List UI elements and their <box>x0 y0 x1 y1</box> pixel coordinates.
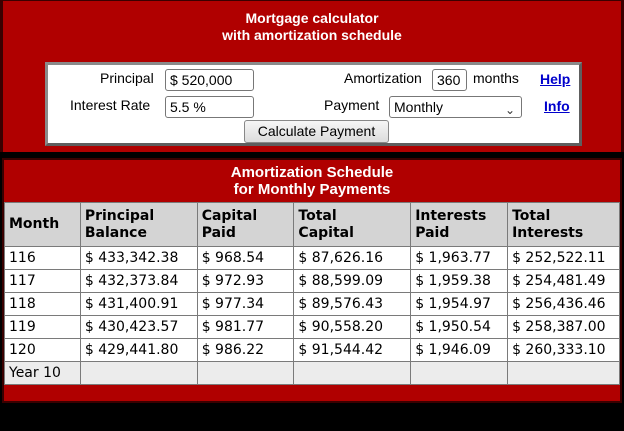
amortization-table <box>4 202 620 385</box>
schedule-title-line-1: Amortization Schedule <box>230 164 394 181</box>
principal-input[interactable] <box>165 69 254 91</box>
months-label: months <box>473 70 519 86</box>
cell-month: 118 <box>5 293 81 316</box>
cell-principal-balance: $ 431,400.91 <box>80 293 197 316</box>
title-line-1: Mortgage calculator <box>245 10 379 26</box>
schedule-title <box>4 164 620 198</box>
cell-principal-balance: $ 429,441.80 <box>80 339 197 362</box>
interest-rate-input[interactable] <box>165 96 254 118</box>
cell-capital-paid: $ 986.22 <box>197 339 294 362</box>
amortization-input[interactable] <box>432 69 467 91</box>
calculator-title <box>3 10 621 44</box>
year-summary-row <box>5 362 620 385</box>
table-row <box>5 316 620 339</box>
cell-total-capital: $ 88,599.09 <box>294 270 411 293</box>
info-link[interactable]: Info <box>544 98 570 114</box>
cell-total-interests: $ 252,522.11 <box>508 247 620 270</box>
cell-total-interests: $ 254,481.49 <box>508 270 620 293</box>
table-row <box>5 339 620 362</box>
chevron-down-icon: ⌄ <box>504 103 515 117</box>
cell-interests-paid: $ 1,959.38 <box>411 270 508 293</box>
cell-principal-balance: $ 430,423.57 <box>80 316 197 339</box>
interest-rate-label: Interest Rate <box>70 97 151 113</box>
cell-capital-paid: $ 981.77 <box>197 316 294 339</box>
column-header-total-interests: Total Interests <box>508 203 620 247</box>
principal-label: Principal <box>100 70 154 86</box>
table-row <box>5 293 620 316</box>
cell-capital-paid: $ 972.93 <box>197 270 294 293</box>
year-label: Year 10 <box>5 362 81 385</box>
cell-total-interests: $ 256,436.46 <box>508 293 620 316</box>
cell-month: 120 <box>5 339 81 362</box>
help-link[interactable]: Help <box>540 71 571 87</box>
cell-month: 119 <box>5 316 81 339</box>
schedule-title-line-2: for Monthly Payments <box>233 181 391 198</box>
calculator-form <box>45 62 582 146</box>
cell-interests-paid: $ 1,963.77 <box>411 247 508 270</box>
calculate-payment-button[interactable]: Calculate Payment <box>244 120 389 143</box>
empty-cell <box>294 362 411 385</box>
cell-month: 117 <box>5 270 81 293</box>
cell-total-capital: $ 91,544.42 <box>294 339 411 362</box>
empty-cell <box>411 362 508 385</box>
amortization-schedule-panel <box>2 158 622 403</box>
column-header-total-capital: Total Capital <box>294 203 411 247</box>
cell-total-capital: $ 89,576.43 <box>294 293 411 316</box>
payment-select[interactable] <box>389 96 522 118</box>
column-header-interests-paid: Interests Paid <box>411 203 508 247</box>
cell-total-interests: $ 258,387.00 <box>508 316 620 339</box>
cell-interests-paid: $ 1,954.97 <box>411 293 508 316</box>
cell-total-capital: $ 87,626.16 <box>294 247 411 270</box>
empty-cell <box>197 362 294 385</box>
payment-select-value: Monthly <box>394 99 444 115</box>
cell-total-capital: $ 90,558.20 <box>294 316 411 339</box>
cell-capital-paid: $ 968.54 <box>197 247 294 270</box>
amortization-label: Amortization <box>344 70 422 86</box>
title-line-2: with amortization schedule <box>222 27 402 43</box>
cell-principal-balance: $ 433,342.38 <box>80 247 197 270</box>
payment-label: Payment <box>324 97 380 113</box>
empty-cell <box>508 362 620 385</box>
cell-interests-paid: $ 1,946.09 <box>411 339 508 362</box>
cell-interests-paid: $ 1,950.54 <box>411 316 508 339</box>
cell-principal-balance: $ 432,373.84 <box>80 270 197 293</box>
table-row <box>5 247 620 270</box>
empty-cell <box>80 362 197 385</box>
table-header-row <box>5 203 620 247</box>
calculator-header-panel <box>0 0 624 152</box>
column-header-principal-balance: Principal Balance <box>80 203 197 247</box>
table-row <box>5 270 620 293</box>
column-header-month: Month <box>5 203 81 247</box>
cell-capital-paid: $ 977.34 <box>197 293 294 316</box>
column-header-capital-paid: Capital Paid <box>197 203 294 247</box>
cell-month: 116 <box>5 247 81 270</box>
cell-total-interests: $ 260,333.10 <box>508 339 620 362</box>
